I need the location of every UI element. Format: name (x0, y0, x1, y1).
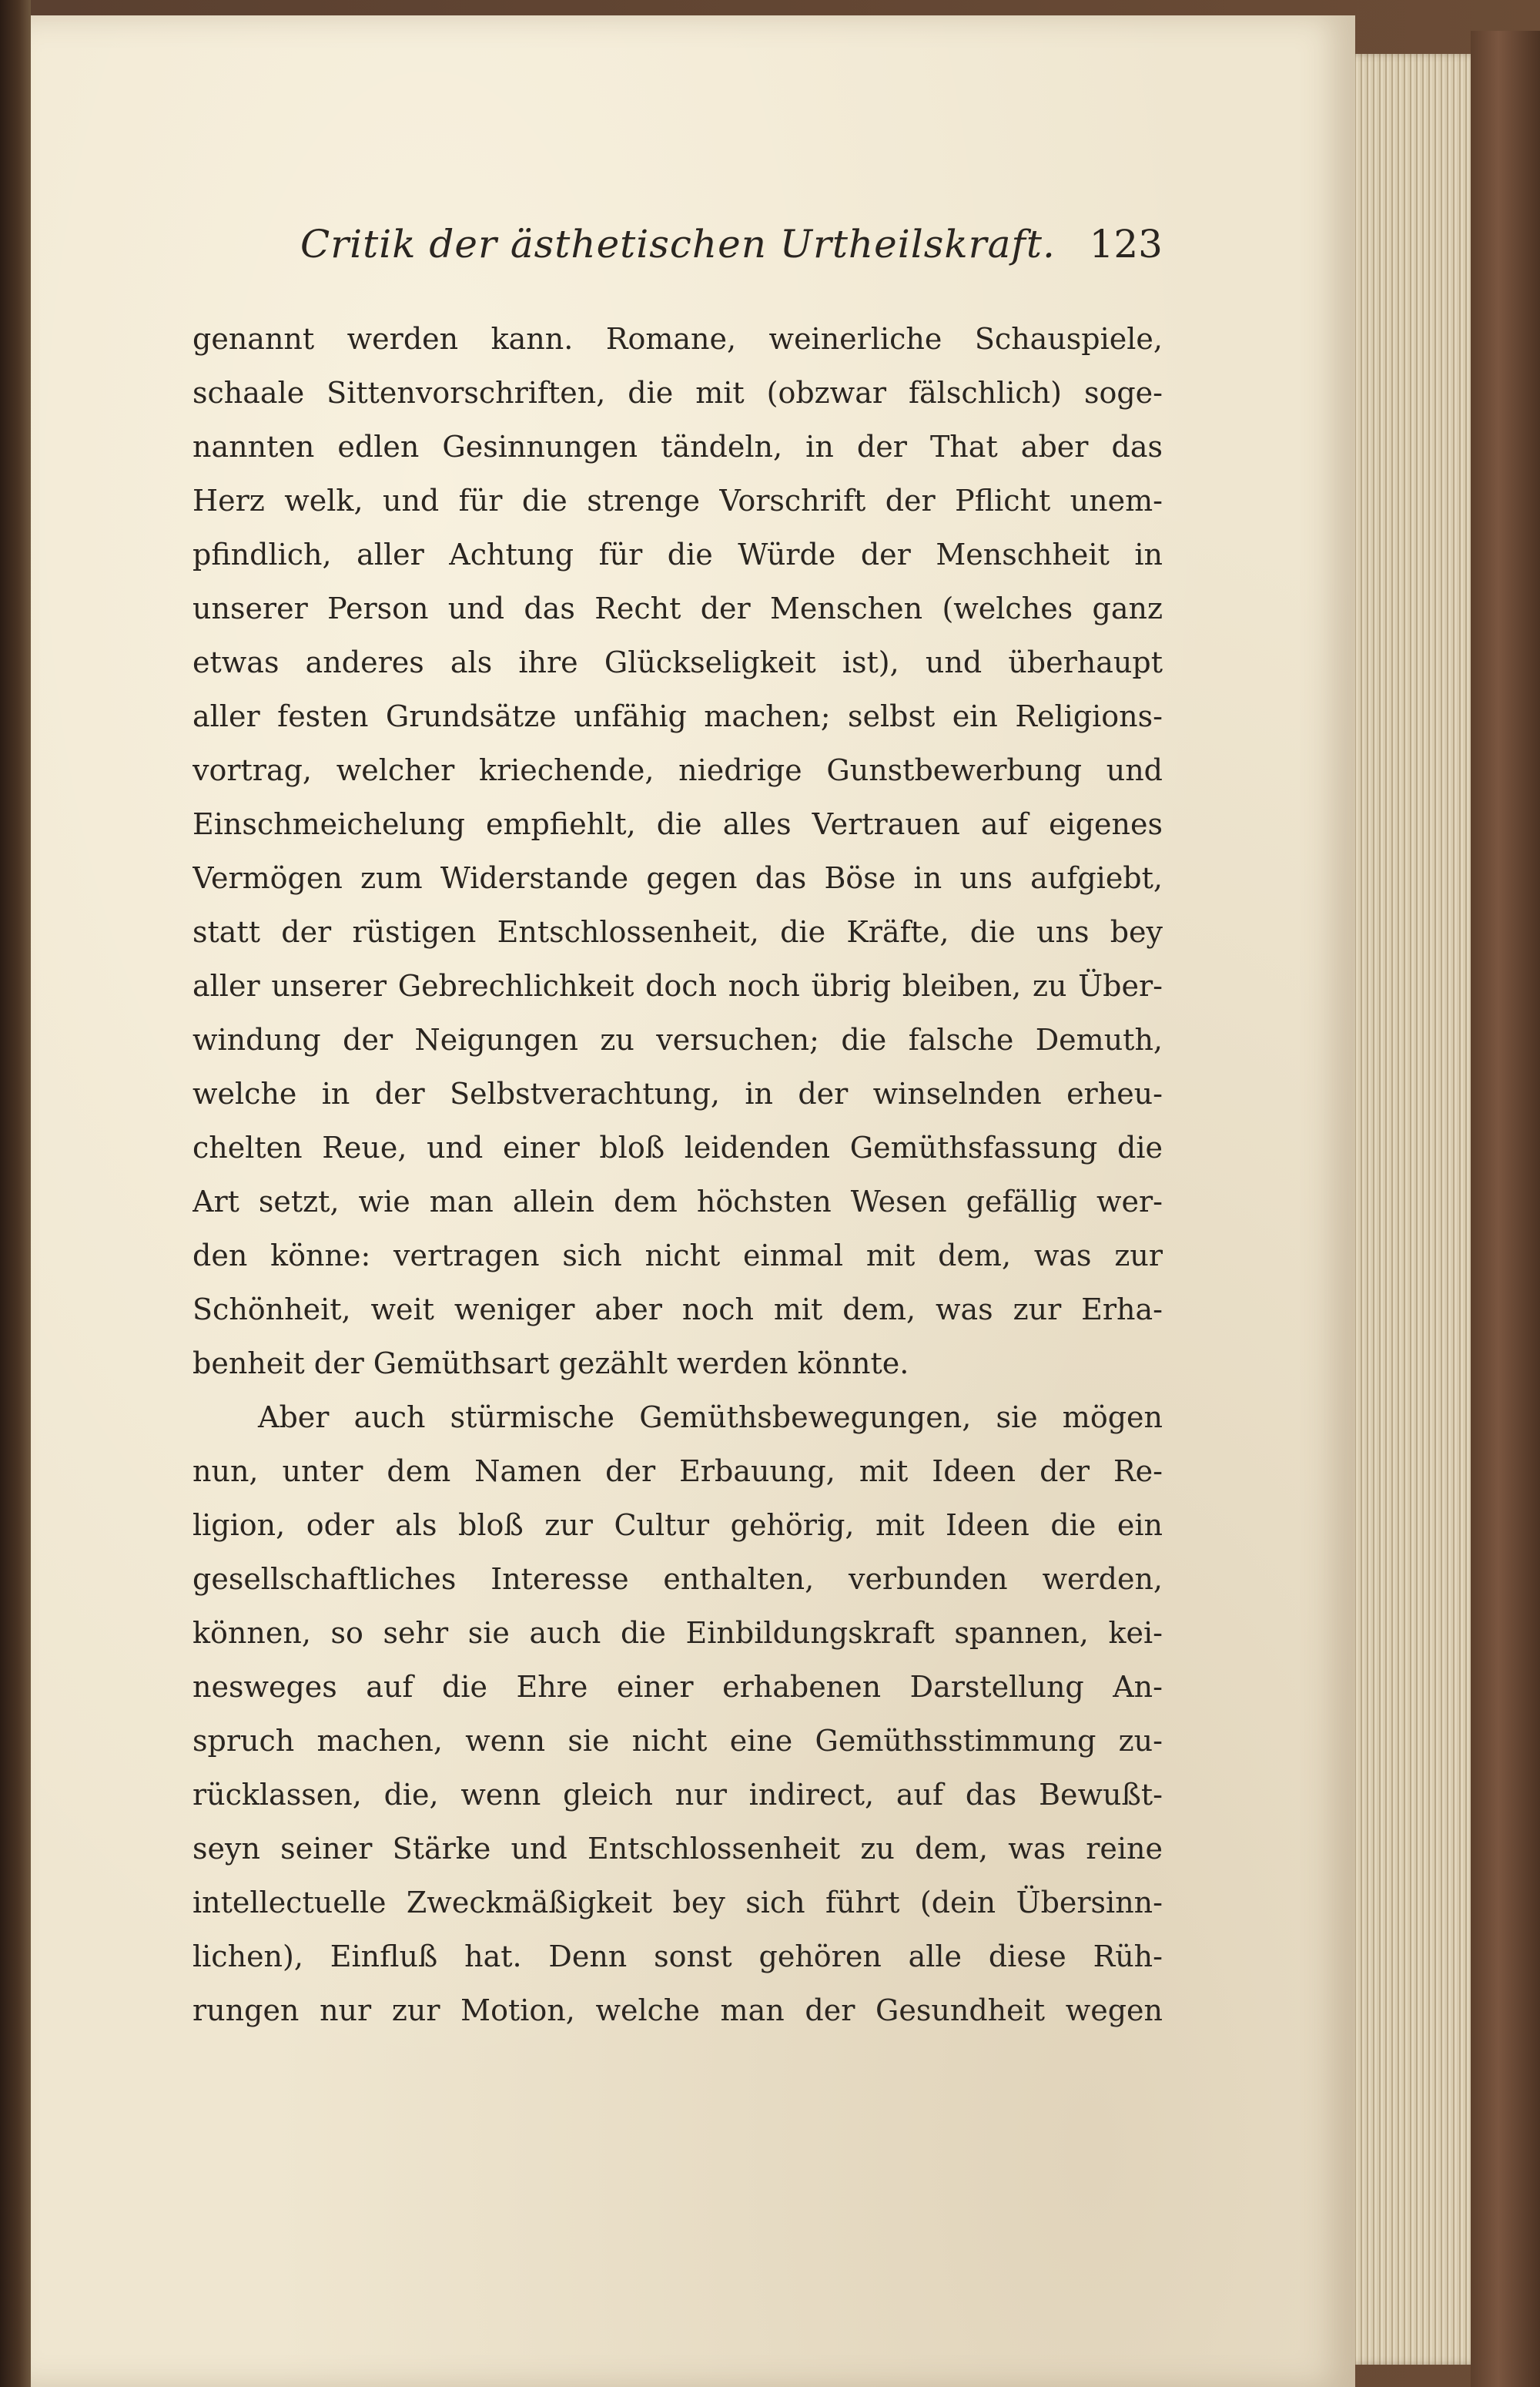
text-line: seyn seiner Stärke und Entschlossenheit zu dem, was reine (192, 1832, 1163, 1866)
text-line: nesweges auf die Ehre einer erhabenen Darstellung An- (192, 1670, 1163, 1704)
page-edges (1340, 54, 1471, 2365)
text-line: ligion, oder als bloß zur Cultur gehörig, mit Ideen die ein (192, 1508, 1163, 1542)
text-line: Art setzt, wie man allein dem höchsten Wesen gefällig wer- (192, 1185, 1163, 1219)
text-line: gesellschaftliches Interesse enthalten, verbunden werden, (192, 1562, 1163, 1596)
text-line: etwas anderes als ihre Glückseligkeit ist), und überhaupt (192, 645, 1163, 679)
text-line: chelten Reue, und einer bloß leidenden Gemüthsfassung die (192, 1131, 1163, 1165)
text-line: benheit der Gemüthsart gezählt werden könnte. (192, 1346, 909, 1380)
text-line: können, so sehr sie auch die Einbildungskraft spannen, kei- (192, 1616, 1163, 1650)
text-line: Einschmeichelung empfiehlt, die alles Vertrauen auf eigenes (192, 807, 1163, 841)
text-line: Schönheit, weit weniger aber noch mit dem, was zur Erha- (192, 1292, 1163, 1326)
text-line: aller unserer Gebrechlichkeit doch noch übrig bleiben, zu Über- (192, 969, 1163, 1003)
text-line: vortrag, welcher kriechende, niedrige Gunstbewerbung und (192, 753, 1163, 787)
page-number: 123 (1089, 222, 1163, 267)
text-line: pfindlich, aller Achtung für die Würde der Menschheit in (192, 538, 1163, 572)
text-line: intellectuelle Zweckmäßigkeit bey sich führt (dein Übersinn- (192, 1886, 1163, 1919)
text-line: statt der rüstigen Entschlossenheit, die Kräfte, die uns bey (192, 915, 1163, 949)
text-line: den könne: vertragen sich nicht einmal mit dem, was zur (192, 1239, 1163, 1272)
text-line: rücklassen, die, wenn gleich nur indirect, auf das Bewußt- (192, 1778, 1163, 1812)
text-line: Herz welk, und für die strenge Vorschrift der Pflicht unem- (192, 484, 1163, 518)
text-line: genannt werden kann. Romane, weinerliche Schauspiele, (192, 322, 1163, 356)
book-binding (0, 0, 31, 2387)
text-line: nun, unter dem Namen der Erbauung, mit Ideen der Re- (192, 1454, 1163, 1488)
text-line: spruch machen, wenn sie nicht eine Gemüthsstimmung zu- (192, 1724, 1163, 1758)
paragraph-first-line: Aber auch stürmische Gemüthsbewegungen, sie mögen (258, 1400, 1163, 1434)
page-header (300, 214, 1163, 276)
text-line: aller festen Grundsätze unfähig machen; selbst ein Religions- (192, 699, 1163, 733)
text-line: Vermögen zum Widerstande gegen das Böse in uns aufgiebt, (192, 861, 1163, 895)
text-line: schaale Sittenvorschriften, die mit (obzwar fälschlich) soge- (192, 376, 1163, 410)
text-line: windung der Neigungen zu versuchen; die falsche Demuth, (192, 1023, 1163, 1057)
text-line: lichen), Einfluß hat. Denn sonst gehören alle diese Rüh- (192, 1939, 1163, 1973)
book-cover-edge (1471, 31, 1540, 2387)
text-line: rungen nur zur Motion, welche man der Gesundheit wegen (192, 1993, 1163, 2027)
text-line: nannten edlen Gesinnungen tändeln, in der That aber das (192, 430, 1163, 464)
text-line: unserer Person und das Recht der Menschen (welches ganz (192, 592, 1163, 625)
text-line: welche in der Selbstverachtung, in der winselnden erheu- (192, 1077, 1163, 1111)
running-title: Critik der ästhetischen Urtheilskraft. (300, 222, 1056, 267)
book-page (31, 15, 1355, 2387)
body-text (192, 312, 1163, 2037)
